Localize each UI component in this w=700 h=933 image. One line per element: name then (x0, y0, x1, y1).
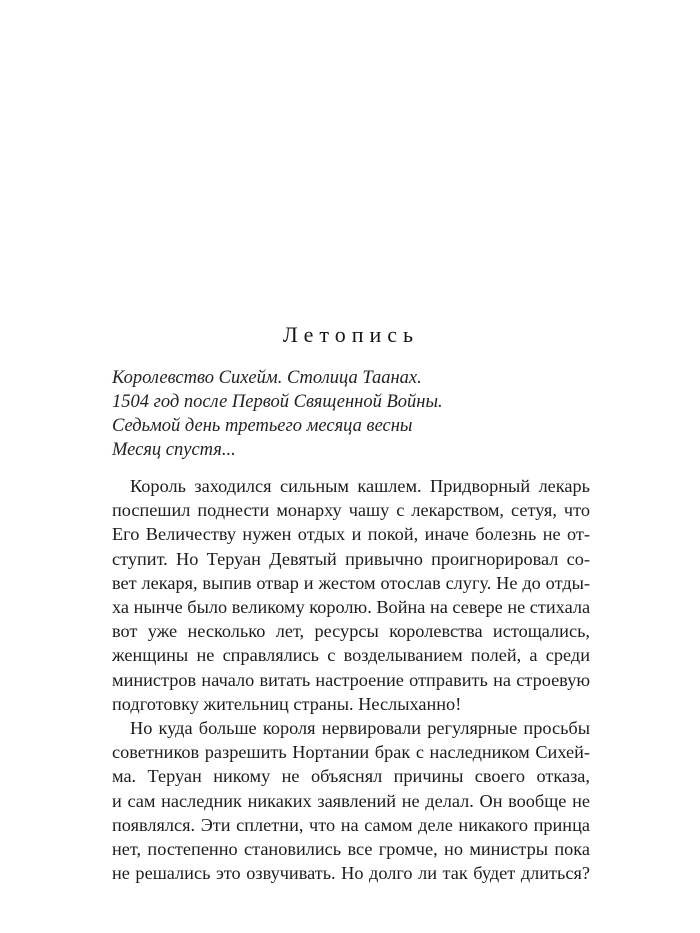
text-line: вот уже несколько лет, ресурсы королевства истощались, (112, 621, 590, 642)
epigraph-line: Седьмой день третьего месяца весны (112, 416, 413, 436)
text-line: советников разрешить Нортании брак с наследником Сихей- (112, 742, 590, 763)
text-line: ма. Теруан никому не объяснял причины своего отказа, (112, 766, 590, 787)
text-line: ха нынче было великому королю. Война на севере не стихала (112, 597, 590, 618)
paragraph (112, 716, 590, 885)
text-line: появлялся. Эти сплетни, что на самом деле никакого принца (112, 814, 590, 835)
text-line: женщины не справлялись с возделыванием полей, а среди (112, 645, 590, 666)
text-line: министров начало витать настроение отправить на строевую (112, 669, 590, 690)
text-line: не решались это озвучивать. Но долго ли так будет длиться? (112, 863, 590, 884)
body-text (112, 474, 590, 885)
book-page (112, 0, 590, 933)
text-line: и сам наследник никаких заявлений не делал. Он вообще не (112, 790, 590, 811)
epigraph-line: 1504 год после Первой Священной Войны. (112, 392, 443, 412)
chapter-title: Летопись (282, 322, 420, 347)
epigraph-line: Месяц спустя... (112, 440, 236, 460)
text-line: Король заходился сильным кашлем. Придворный лекарь (130, 476, 590, 496)
paragraph (112, 474, 590, 716)
text-line: Но куда больше короля нервировали регулярные просьбы (130, 718, 590, 739)
text-line: подготовку жительниц страны. Неслыханно! (112, 693, 462, 714)
epigraph (112, 366, 590, 462)
text-line: ступит. Но Теруан Девятый привычно проигнорировал со- (112, 548, 590, 569)
text-line: Его Величеству нужен отдых и покой, иначе болезнь не от- (112, 524, 590, 545)
epigraph-line: Королевство Сихейм. Столица Таанах. (112, 368, 422, 388)
text-line: поспешил поднести монарху чашу с лекарством, сетуя, что (112, 500, 590, 521)
text-line: нет, постепенно становились все громче, но министры пока (112, 839, 590, 860)
text-line: вет лекаря, выпив отвар и жестом отослав слугу. Не до отды- (112, 572, 590, 593)
